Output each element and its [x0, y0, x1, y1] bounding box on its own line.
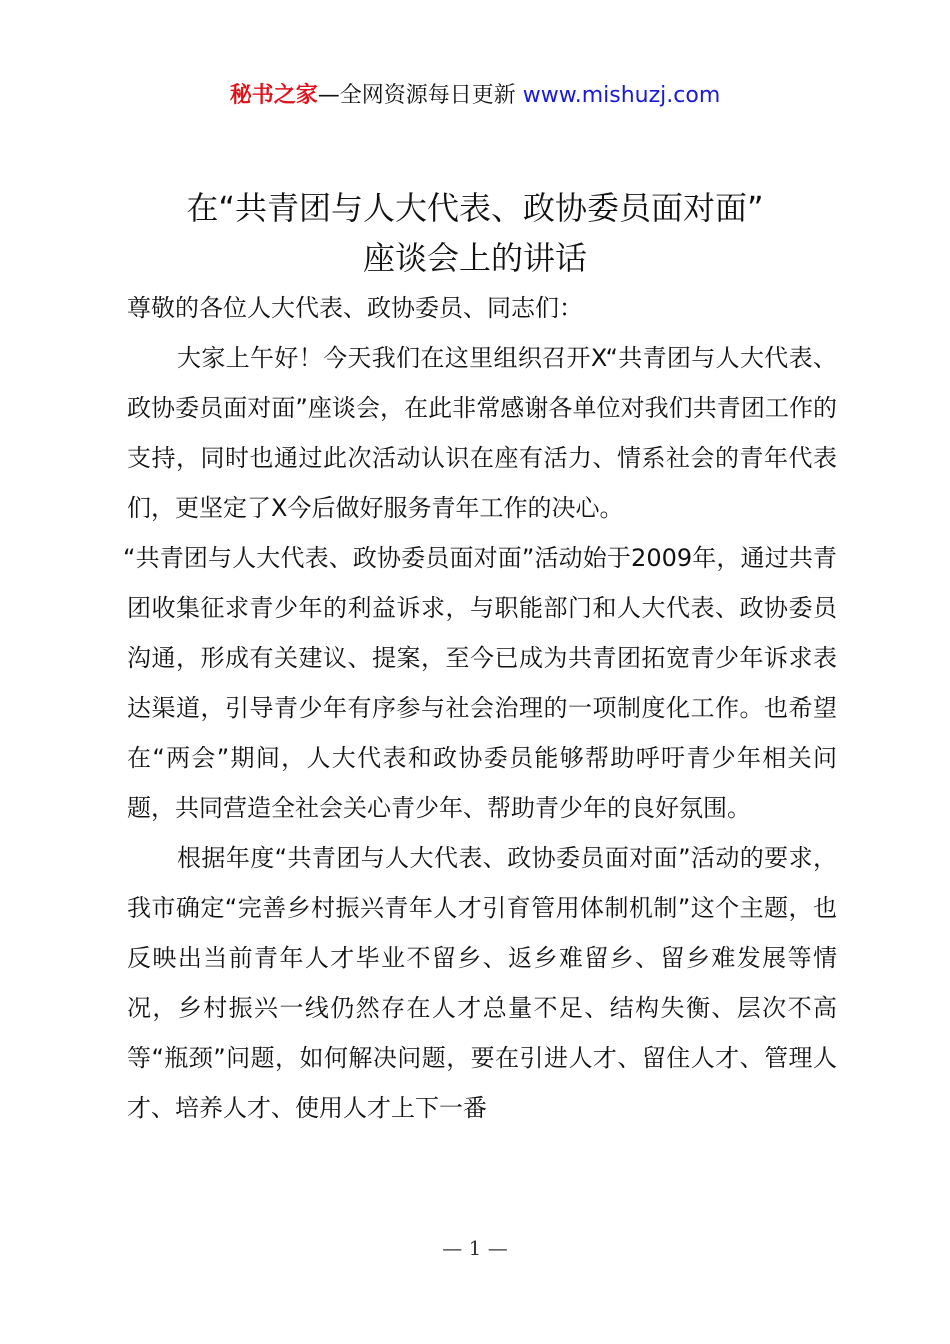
brand-name: 秘书之家	[229, 83, 318, 108]
header-slogan: —全网资源每日更新	[317, 83, 523, 108]
paragraph: 大家上午好！今天我们在这里组织召开X“共青团与人大代表、政协委员面对面”座谈会，在此非常感谢各单位对我们共青团工作的支持，同时也通过此次活动认识在座有活力、情系社会的青年代表们，更坚定了X今后做好服务青年工作的决心。	[127, 344, 837, 522]
site-url-link[interactable]: www.mishuzj.com	[522, 83, 721, 108]
document-title	[0, 183, 950, 283]
paragraph: 根据年度“共青团与人大代表、政协委员面对面”活动的要求，我市确定“完善乡村振兴青年人才引育管用体制机制”这个主题，也反映出当前青年人才毕业不留乡、返乡难留乡、留乡难发展等情况，乡村振兴一线仍然存在人才总量不足、结构失衡、层次不高等“瓶颈”问题，如何解决问题，要在引进人才、留住人才、管理人才、培养人才、使用人才上下一番	[127, 844, 837, 1122]
page-number: — 1 —	[442, 1236, 508, 1260]
salutation: 尊敬的各位人大代表、政协委员、同志们：	[127, 294, 583, 322]
title-line-2: 座谈会上的讲话	[362, 239, 587, 277]
paragraph: “共青团与人大代表、政协委员面对面”活动始于2009年，通过共青团收集征求青少年的利益诉求，与职能部门和人大代表、政协委员沟通，形成有关建议、提案，至今已成为共青团拓宽青少年诉求表达渠道，引导青少年有序参与社会治理的一项制度化工作。也希望在“两会”期间，人大代表和政协委员能够帮助呼吁青少年相关问题，共同营造全社会关心青少年、帮助青少年的良好氛围。	[123, 544, 837, 822]
title-line-1: 在“共青团与人大代表、政协委员面对面”	[186, 189, 764, 227]
document-body	[123, 283, 837, 1133]
site-header	[0, 80, 950, 112]
